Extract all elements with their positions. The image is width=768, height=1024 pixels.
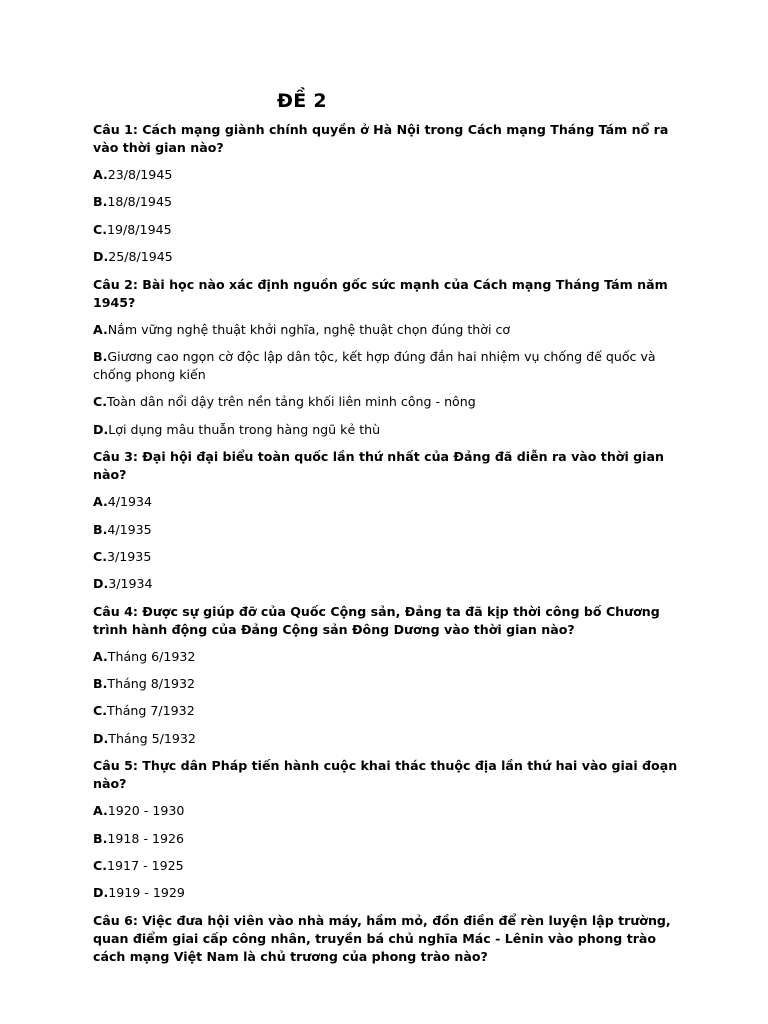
option-text: 3/1935 bbox=[107, 548, 152, 564]
option-a bbox=[93, 648, 683, 666]
option-letter: B. bbox=[93, 194, 108, 210]
option-text: Giương cao ngọn cờ độc lập dân tộc, kết hợp đúng đắn hai nhiệm vụ chống đế quốc và chống phong kiến bbox=[93, 348, 656, 382]
question-text: Câu 5: Thực dân Pháp tiến hành cuộc khai thác thuộc địa lần thứ hai vào giai đoạn nào? bbox=[93, 758, 678, 792]
option-text: 4/1935 bbox=[107, 521, 152, 537]
option-c bbox=[93, 702, 683, 720]
option-text: Tháng 6/1932 bbox=[107, 648, 196, 664]
option-text: Tháng 5/1932 bbox=[108, 730, 196, 746]
option-letter: A. bbox=[93, 167, 108, 182]
option-d bbox=[93, 730, 683, 748]
option-a bbox=[93, 166, 683, 184]
option-text: Tháng 8/1932 bbox=[107, 676, 196, 692]
option-text: 3/1934 bbox=[108, 576, 153, 592]
option-text: Lợi dụng mâu thuẫn trong hàng ngũ kẻ thù bbox=[108, 421, 381, 437]
option-letter: A. bbox=[93, 648, 108, 664]
option-letter: C. bbox=[93, 394, 108, 410]
option-text: Nắm vững nghệ thuật khởi nghĩa, nghệ thuật chọn đúng thời cơ bbox=[107, 321, 511, 337]
option-b bbox=[93, 521, 683, 539]
option-text: 1920 - 1930 bbox=[107, 803, 185, 819]
question-text: Câu 1: Cách mạng giành chính quyền ở Hà Nội trong Cách mạng Tháng Tám nổ ra vào thời gian nào? bbox=[93, 122, 669, 155]
option-letter: D. bbox=[93, 730, 109, 746]
question-text: Câu 2: Bài học nào xác định nguồn gốc sức mạnh của Cách mạng Tháng Tám năm 1945? bbox=[93, 276, 668, 310]
option-text: 1917 - 1925 bbox=[107, 858, 184, 874]
question-block-3 bbox=[93, 448, 683, 593]
option-text: Tháng 7/1932 bbox=[107, 703, 195, 719]
option-letter: C. bbox=[93, 703, 108, 719]
option-letter: D. bbox=[93, 421, 109, 437]
option-letter: B. bbox=[93, 521, 108, 537]
option-b bbox=[93, 193, 683, 211]
option-c bbox=[93, 548, 683, 566]
question-text: Câu 6: Việc đưa hội viên vào nhà máy, hầm mỏ, đồn điền để rèn luyện lập trường, quan điểm giai cấp công nhân, truyền bá chủ nghĩa Mác - Lênin vào phong trào cách mạng Việt Nam là chủ trương của phong trào nào? bbox=[93, 912, 671, 964]
option-c bbox=[93, 221, 683, 239]
option-text: 1918 - 1926 bbox=[107, 830, 185, 846]
question-block-4 bbox=[93, 603, 683, 748]
option-d bbox=[93, 575, 683, 593]
option-c bbox=[93, 393, 683, 411]
option-letter: B. bbox=[93, 830, 108, 846]
option-letter: B. bbox=[93, 676, 108, 692]
option-a bbox=[93, 493, 683, 511]
option-letter: D. bbox=[93, 885, 109, 901]
question-block-6 bbox=[93, 912, 683, 966]
option-letter: B. bbox=[93, 348, 108, 364]
question-block-2 bbox=[93, 276, 683, 439]
option-letter: A. bbox=[93, 494, 108, 510]
option-letter: C. bbox=[93, 548, 108, 564]
option-letter: C. bbox=[93, 221, 108, 237]
document-page bbox=[93, 88, 683, 975]
page-title: ĐỀ 2 bbox=[277, 90, 327, 112]
option-letter: A. bbox=[93, 321, 108, 337]
option-b bbox=[93, 348, 683, 384]
option-letter: C. bbox=[93, 858, 108, 874]
question-block-1 bbox=[93, 121, 683, 266]
question-block-5 bbox=[93, 757, 683, 902]
question-text: Câu 3: Đại hội đại biểu toàn quốc lần thứ nhất của Đảng đã diễn ra vào thời gian nào? bbox=[93, 449, 664, 483]
option-text: 23/8/1945 bbox=[107, 167, 173, 182]
option-text: 1919 - 1929 bbox=[108, 885, 185, 901]
option-d bbox=[93, 421, 683, 439]
option-text: 18/8/1945 bbox=[107, 194, 172, 210]
option-c bbox=[93, 857, 683, 875]
option-letter: D. bbox=[93, 249, 109, 265]
option-text: 4/1934 bbox=[107, 494, 153, 510]
option-letter: A. bbox=[93, 803, 108, 819]
option-text: 19/8/1945 bbox=[107, 221, 172, 237]
option-a bbox=[93, 802, 683, 820]
option-text: Toàn dân nổi dậy trên nền tảng khối liên minh công - nông bbox=[107, 394, 476, 410]
option-b bbox=[93, 830, 683, 848]
option-d bbox=[93, 884, 683, 902]
option-letter: D. bbox=[93, 576, 109, 592]
question-text: Câu 4: Được sự giúp đỡ của Quốc Cộng sản, Đảng ta đã kịp thời công bố Chương trình hành động của Đảng Cộng sản Đông Dương vào thời gian nào? bbox=[93, 603, 660, 637]
option-b bbox=[93, 675, 683, 693]
option-a bbox=[93, 321, 683, 339]
option-text: 25/8/1945 bbox=[108, 249, 173, 265]
option-d bbox=[93, 248, 683, 266]
